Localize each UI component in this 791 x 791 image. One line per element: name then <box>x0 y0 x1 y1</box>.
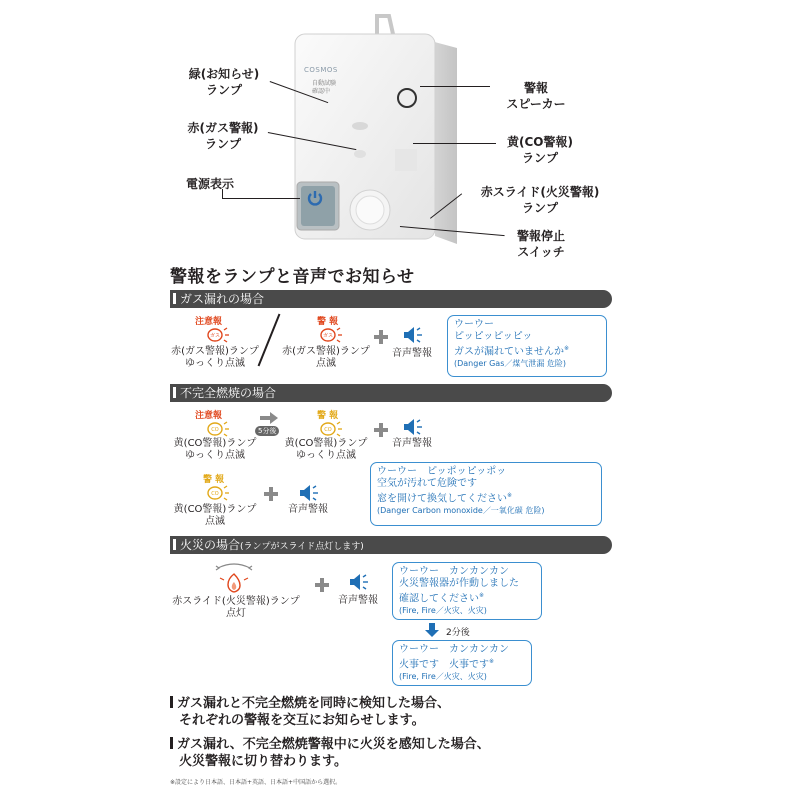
speaker-icon <box>298 483 322 503</box>
speaker-icon <box>402 417 426 437</box>
label-red-slide-line2: ランプ <box>521 201 558 215</box>
section-bar-fire <box>170 536 612 554</box>
panel-text-1: 自動試験 <box>312 80 337 87</box>
voice-bubble-fire-1 <box>392 562 542 620</box>
bubble-gas-line4: (Danger Gas／煤气泄漏 危险) <box>454 359 567 369</box>
caption-gas-1-line2: ゆっくり点滅 <box>185 358 245 369</box>
plus-icon <box>374 423 388 437</box>
co-lamp-icon <box>203 483 233 503</box>
caption-co-3 <box>165 504 265 528</box>
fire-slide-lamp-icon <box>212 560 256 596</box>
caption-gas-2 <box>276 346 376 370</box>
caption-gas-2-line2: 点滅 <box>316 358 336 369</box>
bubble-gas-asterisk: ※ <box>564 345 570 352</box>
caption-sound-gas: 音声警報 <box>392 348 432 359</box>
tag-alarm-gas: 警 報 <box>317 317 339 327</box>
label-red-slide-line1: 赤スライド(火災警報) <box>480 185 600 199</box>
label-speaker <box>496 80 576 112</box>
label-green-lamp <box>178 66 270 98</box>
delay-label-fire: 2分後 <box>446 628 470 638</box>
co-lamp-icon <box>316 419 346 439</box>
bubble-co-line4: (Danger Carbon monoxide／一氧化碳 危险) <box>377 506 545 516</box>
note-2-line1: ガス漏れ、不完全燃焼警報中に火災を感知した場合、 <box>177 737 490 752</box>
tag-caution-co: 注意報 <box>195 411 223 421</box>
caption-co-1-line2: ゆっくり点滅 <box>185 450 245 461</box>
voice-bubble-co <box>370 462 602 526</box>
caption-co-3-line1: 黄(CO警報)ランプ <box>173 504 257 515</box>
delay-badge-co: 5分後 <box>255 426 279 436</box>
caption-co-1 <box>165 438 265 462</box>
caption-co-2-line1: 黄(CO警報)ランプ <box>284 438 368 449</box>
note-1 <box>170 695 450 729</box>
voice-bubble-gas <box>447 315 607 377</box>
label-power: 電源表示 <box>186 177 235 191</box>
arrow-down-icon <box>424 622 440 638</box>
caption-co-2-line2: ゆっくり点滅 <box>296 450 356 461</box>
label-green-lamp-line2: ランプ <box>205 83 242 97</box>
section-title-fire-note: (ランプがスライド点灯します) <box>240 542 364 552</box>
label-green-lamp-line1: 緑(お知らせ) <box>188 67 260 81</box>
label-yellow-co-line1: 黄(CO警報) <box>507 135 573 149</box>
label-speaker-line1: 警報 <box>523 81 548 95</box>
panel-text-2: 確認中 <box>312 88 331 95</box>
section-title-gas: ガス漏れの場合 <box>180 292 265 306</box>
svg-text:CO: CO <box>324 427 332 433</box>
section-title-fire: 火災の場合 <box>180 538 241 552</box>
label-speaker-line2: スピーカー <box>506 97 566 111</box>
label-stop-line2: スイッチ <box>517 245 565 259</box>
power-button-icon <box>305 188 325 208</box>
caption-sound-co-2: 音声警報 <box>288 504 328 515</box>
caption-gas-1-line1: 赤(ガス警報)ランプ <box>171 346 259 357</box>
arrow-right-icon <box>258 410 280 424</box>
bubble-co-line2: 空気が汚れて危険です <box>377 478 477 489</box>
note-2 <box>170 736 490 770</box>
svg-text:ガス: ガス <box>209 333 221 339</box>
voice-bubble-fire-2 <box>392 640 532 686</box>
caption-co-2 <box>276 438 376 462</box>
bubble-fire2-asterisk: ※ <box>489 658 495 665</box>
speaker-icon <box>348 572 372 592</box>
label-red-gas-lamp <box>178 120 268 152</box>
brand-logo: COSMOS <box>304 66 338 74</box>
page-title: 警報をランプと音声でお知らせ <box>170 267 415 287</box>
caption-co-3-line2: 点滅 <box>205 516 225 527</box>
bubble-fire2-line3: (Fire, Fire／火灾、火灾) <box>399 672 487 682</box>
bubble-fire1-line3: 確認してください <box>399 593 479 605</box>
caption-gas-2-line1: 赤(ガス警報)ランプ <box>282 346 370 357</box>
tag-caution-gas: 注意報 <box>195 317 223 327</box>
plus-icon <box>315 578 329 592</box>
bubble-fire1-line2: 火災警報器が作動しました <box>399 578 519 589</box>
label-yellow-co-line2: ランプ <box>521 151 558 165</box>
bubble-fire2-line2: 火事です 火事です <box>399 659 489 671</box>
gas-lamp-icon <box>203 325 233 345</box>
bubble-fire2-line1: ウーウー カンカンカン <box>399 644 509 655</box>
bubble-fire1-line4: (Fire, Fire／火灾、火灾) <box>399 606 487 616</box>
label-yellow-co-lamp <box>498 134 582 166</box>
label-red-gas-line2: ランプ <box>204 137 241 151</box>
tag-alarm-co: 警 報 <box>317 411 339 421</box>
tag-alarm-co-2: 警 報 <box>203 475 225 485</box>
caption-co-1-line1: 黄(CO警報)ランプ <box>173 438 257 449</box>
gas-lamp-icon <box>316 325 346 345</box>
label-stop-switch <box>506 228 576 260</box>
co-lamp-icon <box>203 419 233 439</box>
section-title-co: 不完全燃焼の場合 <box>180 386 277 400</box>
bubble-gas-line2: ピッピッピッピッ <box>454 331 533 342</box>
bubble-gas-line3: ガスが漏れていませんか <box>454 346 564 358</box>
caption-sound-fire: 音声警報 <box>338 595 378 606</box>
caption-fire-line1: 赤スライド(火災警報)ランプ <box>172 596 300 607</box>
note-1-line1: ガス漏れと不完全燃焼を同時に検知した場合、 <box>177 696 451 711</box>
leader-line <box>420 86 490 87</box>
bubble-fire1-asterisk: ※ <box>479 592 485 599</box>
svg-text:CO: CO <box>211 491 219 497</box>
section-bar-co <box>170 384 612 402</box>
leader-line <box>222 198 300 199</box>
label-red-slide-lamp <box>470 184 610 216</box>
device-illustration <box>285 14 465 249</box>
label-stop-line1: 警報停止 <box>516 229 565 243</box>
plus-icon <box>264 487 278 501</box>
note-1-line2: それぞれの警報を交互にお知らせします。 <box>179 713 425 728</box>
caption-sound-co-1: 音声警報 <box>392 438 432 449</box>
svg-text:ガス: ガス <box>322 333 334 339</box>
bubble-co-line3: 窓を開けて換気してください <box>377 493 507 505</box>
speaker-icon <box>402 325 426 345</box>
footnote: ※設定により日本語、日本語+英語、日本語+中国語から選択。 <box>170 779 342 786</box>
bubble-co-asterisk: ※ <box>507 492 513 499</box>
bubble-co-line1: ウーウー ピッポッピッポッ <box>377 466 507 477</box>
caption-fire-line2: 点灯 <box>226 608 246 619</box>
plus-icon <box>374 330 388 344</box>
note-2-line2: 火災警報に切り替わります。 <box>179 754 347 769</box>
leader-line <box>413 143 496 144</box>
caption-fire <box>166 596 306 620</box>
bubble-fire1-line1: ウーウー カンカンカン <box>399 566 509 577</box>
caption-gas-1 <box>165 346 265 370</box>
label-red-gas-line1: 赤(ガス警報) <box>187 121 259 135</box>
bubble-gas-line1: ウーウー <box>454 319 494 330</box>
svg-text:CO: CO <box>211 427 219 433</box>
section-bar-gas <box>170 290 612 308</box>
